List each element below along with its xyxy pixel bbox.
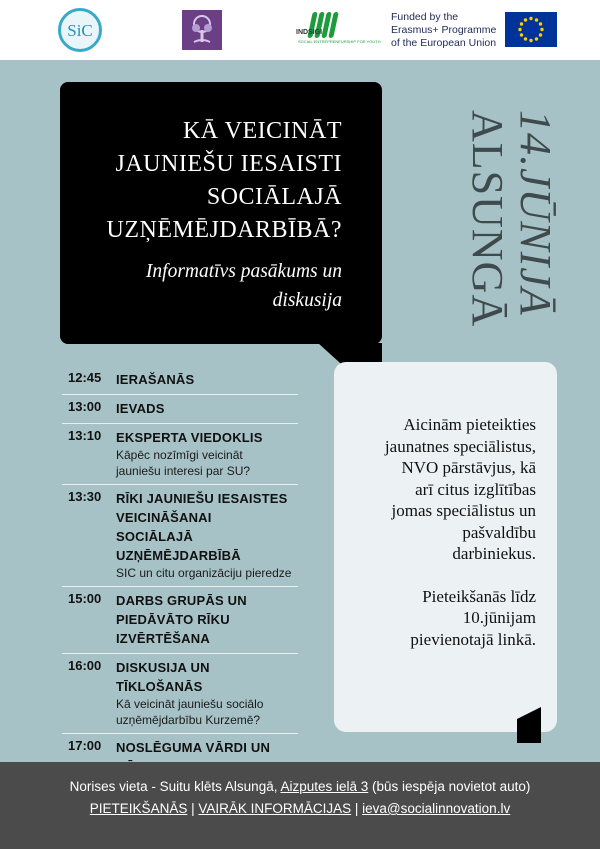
eu-flag-icon [505, 12, 557, 47]
link-separator: | [351, 801, 363, 816]
schedule-title: NOSLĒGUMA VĀRDI UN [116, 740, 271, 755]
schedule-row [62, 424, 298, 485]
schedule-title: DARBS GRUPĀS UN [116, 593, 247, 608]
schedule-title: PIEDĀVĀTO RĪKU [116, 612, 230, 627]
schedule-time: 17:00 [68, 738, 102, 753]
schedule-title: EKSPERTA VIEDOKLIS [116, 430, 263, 445]
funding-statement [391, 11, 496, 50]
subtitle-line: Informatīvs pasākums un [145, 261, 342, 282]
link-separator: | [187, 801, 199, 816]
schedule-time: 16:00 [68, 658, 102, 673]
schedule-desc: SIC un citu organizāciju pieredze [116, 566, 292, 580]
schedule-desc: uzņēmējdarbību Kurzemē? [116, 713, 261, 727]
venue-line [0, 779, 600, 794]
schedule-desc: jauniešu interesi par SU? [116, 464, 251, 478]
headline-speech-bubble [60, 82, 382, 344]
schedule-title: IERAŠANĀS [116, 372, 195, 387]
venue-text: Norises vieta - Suitu klēts Alsungā, [69, 779, 281, 794]
funded-line: Funded by the [391, 11, 459, 23]
title-line: SOCIĀLAJĀ [206, 184, 342, 210]
title-line: KĀ VEICINĀT [182, 118, 342, 144]
indsigi-logo-text: INDSIGI [296, 29, 323, 36]
schedule-row [62, 366, 298, 395]
schedule-title: IZVĒRTĒŠANA [116, 631, 210, 646]
schedule-time: 13:10 [68, 428, 102, 443]
address-link[interactable]: Aizputes ielā 3 [280, 779, 369, 794]
schedule-title: SOCIĀLAJĀ [116, 529, 193, 544]
more-info-link[interactable]: VAIRĀK INFORMĀCIJAS [198, 801, 352, 816]
sic-logo [58, 8, 102, 52]
registration-paragraph: Pieteikšanās līdz 10.jūnijam pievienotajā linkā. [410, 586, 536, 649]
schedule-time: 13:30 [68, 489, 102, 504]
email-link[interactable]: ieva@socialinnovation.lv [362, 801, 511, 816]
tree-logo [182, 10, 222, 50]
schedule-time: 12:45 [68, 370, 102, 385]
event-location: ALSUNGĀ [463, 110, 512, 328]
schedule-title: VEICINĀŠANAI [116, 510, 212, 525]
funded-line: of the European Union [391, 37, 497, 49]
sic-logo-text: SiC [67, 21, 93, 40]
schedule-time: 13:00 [68, 399, 102, 414]
invitation-box [334, 362, 557, 732]
event-date-location [462, 110, 562, 340]
event-title [72, 115, 342, 247]
schedule-row [62, 587, 298, 654]
event-date: 14.JŪNIJĀ [511, 110, 560, 316]
schedule-title: IEVADS [116, 401, 165, 416]
schedule-title: RĪKI JAUNIEŠU IESAISTES [116, 491, 288, 506]
schedule-row [62, 654, 298, 734]
indsigi-logo-subtext: SOCIAL ENTREPRENEURSHIP FOR YOUTH [298, 39, 381, 44]
tree-icon [188, 14, 216, 46]
title-line: JAUNIEŠU IESAISTI [115, 151, 342, 177]
invitation-paragraph: Aicinām pieteikties jaunatnes speciālistus, NVO pārstāvjus, kā arī citus izglītības jomas speciālistus un pašvaldību darbiniekus. [384, 415, 536, 563]
footer [0, 762, 600, 849]
indsigi-logo [296, 12, 381, 48]
schedule-time: 15:00 [68, 591, 102, 606]
schedule-desc: Kāpēc nozīmīgi veicināt [116, 448, 243, 462]
invitation-text [346, 414, 536, 671]
schedule-list [62, 366, 298, 781]
links-line [0, 801, 600, 816]
event-subtitle [72, 257, 342, 315]
schedule-title: DISKUSIJA UN TĪKLOŠANĀS [116, 660, 210, 694]
register-link[interactable]: PIETEIKŠANĀS [89, 801, 188, 816]
schedule-row [62, 395, 298, 424]
parking-note: (būs iespēja novietot auto) [368, 779, 531, 794]
speech-bubble-corner-icon [517, 707, 541, 743]
schedule-desc: Kā veicināt jauniešu sociālo [116, 697, 264, 711]
funded-line: Erasmus+ Programme [391, 24, 497, 36]
title-line: UZŅĒMĒJDARBĪBĀ? [106, 217, 342, 243]
schedule-title: UZŅĒMĒJDARBĪBĀ [116, 548, 241, 563]
subtitle-line: diskusija [272, 290, 342, 311]
header-bar [0, 0, 600, 60]
schedule-row [62, 485, 298, 587]
